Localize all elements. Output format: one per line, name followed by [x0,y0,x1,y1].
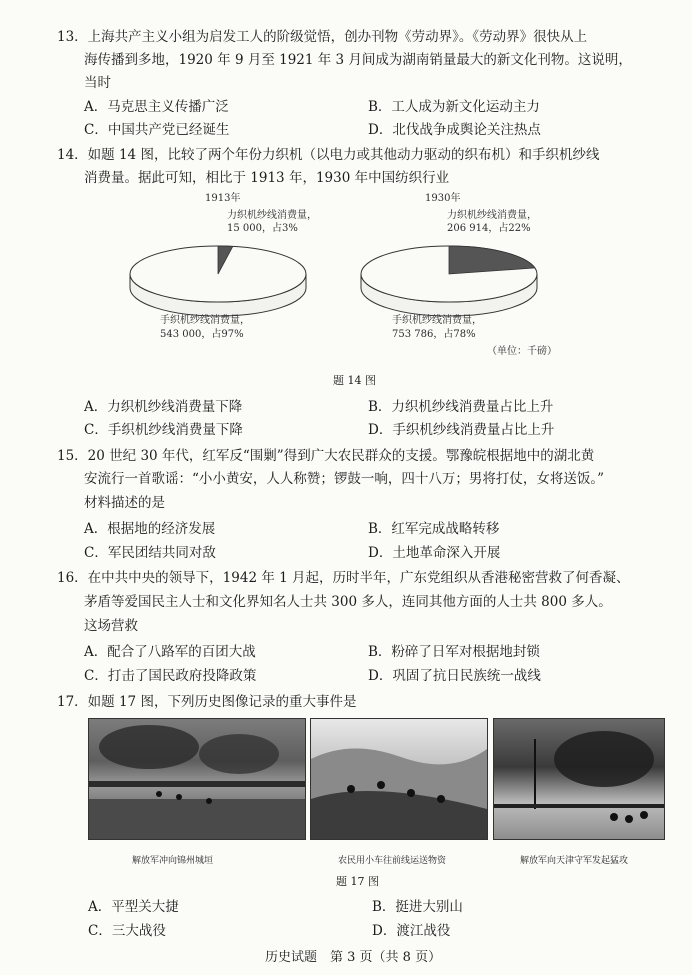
q13-option-a[interactable]: A．马克思主义传播广泛 [84,99,229,115]
pie1-hand-loom-label: 手织机纱线消费量， [160,315,250,326]
q14-option-d[interactable]: D．手织机纱线消费量占比上升 [368,422,555,438]
pie1-year-label: 1913年 [205,193,241,204]
q15-option-c[interactable]: C．军民团结共同对敌 [84,545,216,561]
q14-stem-line1: 14．如题 14 图，比较了两个年份力织机（以电力或其他动力驱动的织布机）和手织机纱线 [57,147,600,163]
q16-option-a[interactable]: A．配合了八路军的百团大战 [84,644,256,660]
q17-stem: 17．如题 17 图，下列历史图像记录的重大事件是 [57,694,357,710]
q14-option-c[interactable]: C．手织机纱线消费量下降 [84,422,243,438]
photo3-caption: 解放军向天津守军发起猛攻 [520,856,629,866]
q14-option-b[interactable]: B．力织机纱线消费量占比上升 [368,399,554,415]
q13-stem-line3: 当时 [84,75,111,91]
q17-option-a[interactable]: A．平型关大捷 [88,899,179,915]
pie2-power-loom-label: 力织机纱线消费量， [447,210,537,221]
fig14-caption: 题 14 图 [333,374,376,387]
photo2-caption: 农民用小车往前线运送物资 [338,856,447,866]
q15-option-b[interactable]: B．红军完成战略转移 [368,521,500,537]
q17-option-c[interactable]: C．三大战役 [88,923,166,939]
q13-stem-line1: 13．上海共产主义小组为启发工人的阶级觉悟，创办刊物《劳动界》。《劳动界》很快从上 [57,29,588,45]
pie2-hand-loom-label: 手织机纱线消费量， [392,315,482,326]
q16-stem-line3: 这场营救 [84,618,138,634]
pie2-power-loom-value: 206 914，占22% [447,223,531,234]
q16-stem-line1: 16．在中共中央的领导下，1942 年 1 月起，历时半年，广东党组织从香港秘密营救了何香凝、 [57,570,630,586]
pie2-year-label: 1930年 [425,193,461,204]
photo-cart-supply [310,718,488,840]
pie-chart-figure [0,190,692,370]
chart-unit-label: （单位：千磅） [487,346,557,357]
q17-option-d[interactable]: D．渡江战役 [372,923,451,939]
q14-option-a[interactable]: A．力织机纱线消费量下降 [84,399,243,415]
q16-option-b[interactable]: B．粉碎了日军对根据地封锁 [368,644,540,660]
pie2-hand-loom-value: 753 786，占78% [392,329,476,340]
q15-option-a[interactable]: A．根据地的经济发展 [84,521,216,537]
q16-stem-line2: 茅盾等爱国民主人士和文化界知名人士共 300 多人，连同其他方面的人士共 800 多人。 [84,594,612,610]
q13-option-d[interactable]: D．北伐战争成舆论关注热点 [368,122,541,138]
q15-stem-line2: 安流行一首歌谣：“小小黄安，人人称赞；锣鼓一响，四十八万；男将打仗，女将送饭。” [84,471,605,487]
q16-option-d[interactable]: D．巩固了抗日民族统一战线 [368,668,541,684]
photo-tianjin-assault [493,718,665,840]
q15-stem-line3: 材料描述的是 [84,495,165,511]
q15-stem-line1: 15．20 世纪 30 年代，红军反“围剿”得到广大农民群众的支援。鄂豫皖根据地中的湖北黄 [57,448,595,464]
q13-option-c[interactable]: C．中国共产党已经诞生 [84,122,230,138]
q16-option-c[interactable]: C．打击了国民政府投降政策 [84,668,257,684]
photo1-caption: 解放军冲向锦州城垣 [132,856,214,866]
q15-option-d[interactable]: D．土地革命深入开展 [368,545,501,561]
photo-jinzhou-assault [88,718,306,840]
page-footer: 历史试题 第 3 页（共 8 页） [265,950,442,965]
q13-option-b[interactable]: B．工人成为新文化运动主力 [368,99,540,115]
q13-stem-line2: 海传播到多地，1920 年 9 月至 1921 年 3 月间成为湖南销量最大的新文化刊物。这说明， [84,52,632,68]
fig17-caption: 题 17 图 [336,875,379,888]
pie1-power-loom-label: 力织机纱线消费量， [227,210,317,221]
q17-option-b[interactable]: B．挺进大别山 [372,899,463,915]
pie1-hand-loom-value: 543 000，占97% [160,329,244,340]
q14-stem-line2: 消费量。据此可知，相比于 1913 年，1930 年中国纺织行业 [84,170,450,186]
pie1-power-loom-value: 15 000，占3% [227,223,298,234]
